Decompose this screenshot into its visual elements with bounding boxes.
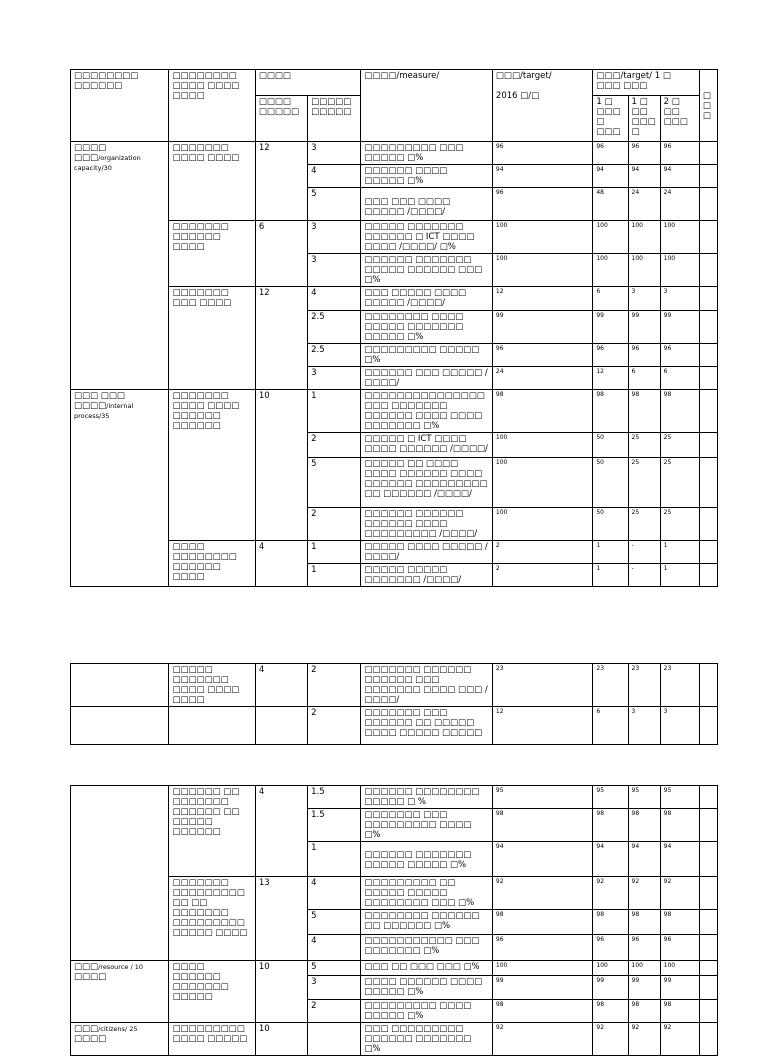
q3-cell: 6 (660, 367, 699, 390)
sub-weight-cell: 3 (308, 142, 361, 165)
sub-weight-cell: 2.5 (308, 311, 361, 344)
remark-cell (699, 344, 717, 367)
sub-weight-cell: 1 (308, 564, 361, 587)
measure-cell: □□□□□ □□□□ □□□□□ /□□□□/ (361, 541, 493, 564)
q2-cell: 100 (628, 221, 660, 254)
q1-cell: 50 (593, 433, 628, 458)
header-activity: □□□□□□□□ □□□□ □□□□ □□□□ (169, 70, 255, 142)
target-cell: 96 (492, 142, 592, 165)
target-cell: 92 (492, 1023, 592, 1056)
target-cell: 94 (492, 165, 592, 188)
sub-weight-cell: 5 (308, 458, 361, 508)
objective-cell (71, 786, 169, 961)
sub-weight-cell: 4 (308, 935, 361, 961)
q3-cell: 94 (660, 842, 699, 877)
target-cell: 94 (492, 842, 592, 877)
header-objective: □□□□□□□□ □□□□□□ (71, 70, 169, 142)
sub-weight-cell: 3 (308, 367, 361, 390)
remark-cell (699, 367, 717, 390)
weight-cell: 10 (255, 390, 307, 541)
measure-cell: □□□□□ □□□□□ □□□□□□□ /□□□□/ (361, 564, 493, 587)
measure-cell: □□□□□□□ □□□ □□□□□□□□□ □□□□ □% (361, 809, 493, 842)
q3-cell: 98 (660, 1000, 699, 1023)
q2-cell: 100 (628, 961, 660, 976)
header-remark: □ □ □ (699, 70, 717, 142)
measure-cell: □□□□□□ □□□□□□□ □□□□□ □□□□□ □% (361, 842, 493, 877)
q2-cell: 3 (628, 707, 660, 745)
q3-cell: 96 (660, 142, 699, 165)
remark-cell (699, 541, 717, 564)
sub-weight-cell: 5 (308, 188, 361, 221)
target-cell: 100 (492, 433, 592, 458)
q3-cell: 92 (660, 1023, 699, 1056)
q3-cell: 25 (660, 433, 699, 458)
target-cell: 12 (492, 707, 592, 745)
q1-cell: 94 (593, 165, 628, 188)
activity-cell: □□□□□□□ □□□□□□ □□□□ (169, 221, 255, 287)
weight-cell: 10 (255, 961, 307, 1023)
measure-cell: □□□□□□□□□ □□ □□□□□ □□□□□ □□□□□□□□ □□□ □% (361, 877, 493, 910)
q3-cell: 1 (660, 541, 699, 564)
target-cell: 95 (492, 786, 592, 809)
measure-cell: □□□□ □□□□□□ □□□□ □□□□□ □% (361, 976, 493, 1000)
measure-cell: □□□□□ □□ □□□□ □□□□ □□□□□□ □□□□ □□□□□□ □□□□□□□□□ □□ □□□□□□ /□□□□/ (361, 458, 493, 508)
q2-cell: 96 (628, 142, 660, 165)
q1-cell: 100 (593, 221, 628, 254)
activity-cell: □□□□ □□□□□□□□ □□□□□□ □□□□ (169, 541, 255, 587)
remark-cell (699, 287, 717, 311)
activity-cell: □□□□□□□ □□□□□□□□□□□ □□ □□□□□□□ □□□□□□□□□ □□□□□ □□□□ (169, 877, 255, 961)
q2-cell: 92 (628, 877, 660, 910)
measure-cell: □□□□□□□□□□□ □□□ □□□□□□□ □% (361, 935, 493, 961)
target-cell: 23 (492, 664, 592, 707)
q1-cell: 1 (593, 564, 628, 587)
q1-cell: 96 (593, 142, 628, 165)
performance-table-3 (70, 785, 718, 1056)
objective-cell: □□□□ □□□/organization capacity/30 (71, 142, 169, 390)
sub-weight-cell: 5 (308, 961, 361, 976)
measure-cell: □□□□□□ □□□□ □□□□□ □% (361, 165, 493, 188)
target-cell: 100 (492, 961, 592, 976)
q1-cell: 6 (593, 707, 628, 745)
q3-cell: 92 (660, 877, 699, 910)
q1-cell: 95 (593, 786, 628, 809)
remark-cell (699, 961, 717, 976)
q2-cell: 98 (628, 910, 660, 935)
q3-cell: 3 (660, 707, 699, 745)
remark-cell (699, 842, 717, 877)
sub-weight-cell: 2 (308, 508, 361, 541)
header-weight: □□□□ (255, 70, 360, 96)
remark-cell (699, 910, 717, 935)
activity-cell: □□□□□□□□□ □□□□ □□□□□ (169, 1023, 255, 1056)
q3-cell: 3 (660, 287, 699, 311)
sub-weight-cell: 2 (308, 433, 361, 458)
q2-cell: - (628, 564, 660, 587)
weight-cell: 10 (255, 1023, 307, 1056)
measure-cell: □□□□□ □ ICT □□□□ □□□□ □□□□□□ /□□□□/ (361, 433, 493, 458)
measure-cell: □□□□□□□ □□□□□□ □□□□□□ □□□ □□□□□□□ □□□□ □□□ /□□□□/ (361, 664, 493, 707)
sub-weight-cell: 4 (308, 165, 361, 188)
q1-cell: 50 (593, 508, 628, 541)
measure-cell: □□□ □□□□□ □□□□ □□□□□ /□□□□/ (361, 287, 493, 311)
q2-cell: 98 (628, 390, 660, 433)
weight-cell: 4 (255, 541, 307, 587)
activity-cell: □□□□□□□ □□□□ □□□□ □□□□□□ □□□□□□ (169, 390, 255, 541)
q1-cell: 100 (593, 254, 628, 287)
weight-cell: 4 (255, 786, 307, 877)
target-cell: 100 (492, 221, 592, 254)
header-weight-b: □□□□□ □□□□□ (308, 96, 361, 142)
sub-weight-cell: 2.5 (308, 344, 361, 367)
header-target: □□□/target/ 2016 □/□ (492, 70, 592, 142)
remark-cell (699, 390, 717, 433)
q2-cell: 100 (628, 254, 660, 287)
q3-cell: 1 (660, 564, 699, 587)
measure-cell: □□□□□□ □□□□□□ □□□□□□ □□□□ □□□□□□□□□ /□□□□/ (361, 508, 493, 541)
q3-cell: 99 (660, 311, 699, 344)
target-cell: 24 (492, 367, 592, 390)
weight-cell: 6 (255, 221, 307, 287)
measure-cell: □□□□□□□□ □□□□□□ □□ □□□□□□ □% (361, 910, 493, 935)
q1-cell: 92 (593, 1023, 628, 1056)
q2-cell: 24 (628, 188, 660, 221)
q2-cell: 94 (628, 165, 660, 188)
weight-cell (255, 707, 307, 745)
sub-weight-cell: 2 (308, 664, 361, 707)
target-cell: 96 (492, 935, 592, 961)
target-cell: 2 (492, 541, 592, 564)
q1-cell: 100 (593, 961, 628, 976)
remark-cell (699, 877, 717, 910)
activity-cell (169, 707, 255, 745)
remark-cell (699, 1023, 717, 1056)
sub-weight-cell: 1 (308, 390, 361, 433)
remark-cell (699, 935, 717, 961)
weight-cell: 13 (255, 877, 307, 961)
remark-cell (699, 664, 717, 707)
header-measure: □□□□/measure/ (361, 70, 493, 142)
target-cell: 99 (492, 311, 592, 344)
remark-cell (699, 254, 717, 287)
sub-weight-cell: 5 (308, 910, 361, 935)
sub-weight-cell: 4 (308, 287, 361, 311)
target-cell: 100 (492, 458, 592, 508)
q1-cell: 1 (593, 541, 628, 564)
q2-cell: 99 (628, 976, 660, 1000)
header-weight-a: □□□□ □□□□□ (255, 96, 307, 142)
performance-table-1 (70, 69, 718, 587)
objective-cell (71, 707, 169, 745)
q3-cell: 98 (660, 390, 699, 433)
q3-cell: 98 (660, 910, 699, 935)
q1-cell: 99 (593, 311, 628, 344)
measure-cell: □□□□□□□□□ □□□ □□□□□ □% (361, 142, 493, 165)
q2-cell: 99 (628, 311, 660, 344)
remark-cell (699, 707, 717, 745)
remark-cell (699, 165, 717, 188)
remark-cell (699, 458, 717, 508)
objective-cell: □□□/resource / 10 □□□□ (71, 961, 169, 1023)
q3-cell: 25 (660, 508, 699, 541)
measure-cell: □□□□□□ □□□ □□□□□ /□□□□/ (361, 367, 493, 390)
measure-cell: □□□□□□□□□ □□□□ □□□□□ □% (361, 1000, 493, 1023)
remark-cell (699, 433, 717, 458)
q3-cell: 99 (660, 976, 699, 1000)
q1-cell: 23 (593, 664, 628, 707)
remark-cell (699, 976, 717, 1000)
sub-weight-cell: 1 (308, 842, 361, 877)
sub-weight-cell: 3 (308, 976, 361, 1000)
target-cell: 98 (492, 1000, 592, 1023)
q1-cell: 96 (593, 344, 628, 367)
target-cell: 99 (492, 976, 592, 1000)
q1-cell: 98 (593, 910, 628, 935)
weight-cell: 12 (255, 142, 307, 221)
q3-cell: 96 (660, 935, 699, 961)
measure-cell: □□□□□□ □□□□□□□□ □□□□□ □ % (361, 786, 493, 809)
header-target-quarter: □□□/target/ 1 □ □□□ □□□ (593, 70, 699, 96)
activity-cell: □□□□ □□□□□□ □□□□□□□ □□□□□ (169, 961, 255, 1023)
remark-cell (699, 142, 717, 165)
target-cell: 96 (492, 188, 592, 221)
weight-cell: 4 (255, 664, 307, 707)
q3-cell: 100 (660, 221, 699, 254)
header-quarter-3: 2 □ □□ □□□ (660, 96, 699, 142)
sub-weight-cell: 2 (308, 707, 361, 745)
target-cell: 100 (492, 254, 592, 287)
measure-cell: □□□□□□□ □□□ □□□□□□ □□ □□□□□ □□□□ □□□□□ □□□□□ (361, 707, 493, 745)
remark-cell (699, 221, 717, 254)
q2-cell: 94 (628, 842, 660, 877)
sub-weight-cell: 2 (308, 1000, 361, 1023)
q2-cell: 98 (628, 1000, 660, 1023)
sub-weight-cell: 1.5 (308, 809, 361, 842)
q2-cell: 96 (628, 344, 660, 367)
sub-weight-cell (308, 1023, 361, 1056)
remark-cell (699, 188, 717, 221)
q2-cell: 25 (628, 508, 660, 541)
remark-cell (699, 311, 717, 344)
measure-cell: □□□ □□ □□□ □□□ □% (361, 961, 493, 976)
sub-weight-cell: 4 (308, 877, 361, 910)
activity-cell: □□□□□□□ □□□ □□□□ (169, 287, 255, 390)
q3-cell: 23 (660, 664, 699, 707)
objective-cell: □□□/citizens/ 25 □□□□ (71, 1023, 169, 1056)
target-cell: 98 (492, 390, 592, 433)
measure-cell: □□□□□□ □□□□□□□ □□□□□ □□□□□□ □□□ □% (361, 254, 493, 287)
weight-cell: 12 (255, 287, 307, 390)
target-cell: 96 (492, 344, 592, 367)
q3-cell: 100 (660, 961, 699, 976)
remark-cell (699, 508, 717, 541)
remark-cell (699, 1000, 717, 1023)
header-quarter-2: 1 □ □□ □□□□ (628, 96, 660, 142)
target-cell: 98 (492, 809, 592, 842)
q1-cell: 50 (593, 458, 628, 508)
objective-cell (71, 664, 169, 707)
target-cell: 92 (492, 877, 592, 910)
q1-cell: 98 (593, 390, 628, 433)
sub-weight-cell: 3 (308, 221, 361, 254)
q2-cell: 98 (628, 809, 660, 842)
objective-cell: □□□ □□□ □□□□/internal process/35 (71, 390, 169, 587)
measure-cell: □□□□□□□□ □□□□ □□□□□ □□□□□□□ □□□□□ □% (361, 311, 493, 344)
q2-cell: 95 (628, 786, 660, 809)
performance-table-2 (70, 663, 718, 745)
sub-weight-cell: 1.5 (308, 786, 361, 809)
q1-cell: 12 (593, 367, 628, 390)
target-cell: 12 (492, 287, 592, 311)
header-quarter-1: 1 □ □□□□ □□□ (593, 96, 628, 142)
activity-cell: □□□□□ □□□□□□□ □□□□ □□□□ □□□□ (169, 664, 255, 707)
q2-cell: 6 (628, 367, 660, 390)
sub-weight-cell: 3 (308, 254, 361, 287)
q1-cell: 98 (593, 809, 628, 842)
q3-cell: 100 (660, 254, 699, 287)
q1-cell: 92 (593, 877, 628, 910)
q2-cell: 25 (628, 433, 660, 458)
remark-cell (699, 809, 717, 842)
q3-cell: 98 (660, 809, 699, 842)
q3-cell: 94 (660, 165, 699, 188)
q2-cell: - (628, 541, 660, 564)
q1-cell: 98 (593, 1000, 628, 1023)
q2-cell: 96 (628, 935, 660, 961)
q2-cell: 3 (628, 287, 660, 311)
q1-cell: 99 (593, 976, 628, 1000)
target-cell: 98 (492, 910, 592, 935)
target-cell: 2 (492, 564, 592, 587)
q3-cell: 25 (660, 458, 699, 508)
remark-cell (699, 564, 717, 587)
q1-cell: 48 (593, 188, 628, 221)
q3-cell: 95 (660, 786, 699, 809)
measure-cell: □□□□□□□□□□□□□□□ □□□ □□□□□□□ □□□□□□ □□□□ □□□□ □□□□□□□ □% (361, 390, 493, 433)
q2-cell: 92 (628, 1023, 660, 1056)
activity-cell: □□□□□□□ □□□□ □□□□ (169, 142, 255, 221)
q1-cell: 96 (593, 935, 628, 961)
measure-cell: □□□□□ □□□□□□□ □□□□□□ □ ICT □□□□ □□□□ /□□□□/ □% (361, 221, 493, 254)
activity-cell: □□□□□□ □□ □□□□□□□ □□□□□□ □□ □□□□□ □□□□□□ (169, 786, 255, 877)
q2-cell: 23 (628, 664, 660, 707)
q2-cell: 25 (628, 458, 660, 508)
q1-cell: 94 (593, 842, 628, 877)
measure-cell: □□□ □□□□□□□□□ □□□□□□ □□□□□□□ □% (361, 1023, 493, 1056)
q1-cell: 6 (593, 287, 628, 311)
q3-cell: 24 (660, 188, 699, 221)
target-cell: 100 (492, 508, 592, 541)
measure-cell: □□□□□□□□□ □□□□□ □% (361, 344, 493, 367)
sub-weight-cell: 1 (308, 541, 361, 564)
remark-cell (699, 786, 717, 809)
q3-cell: 96 (660, 344, 699, 367)
measure-cell: □□□ □□□ □□□□ □□□□□ /□□□□/ (361, 188, 493, 221)
